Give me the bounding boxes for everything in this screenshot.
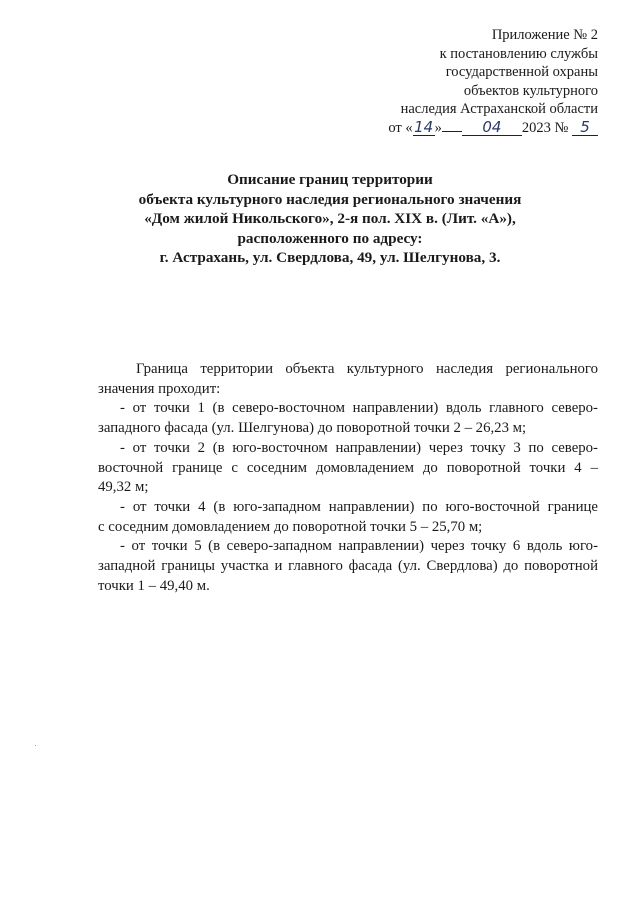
appendix-date-line bbox=[388, 119, 598, 138]
document-title bbox=[60, 170, 600, 268]
handwritten-number: 5 bbox=[572, 120, 598, 136]
paragraph-line: 49,32 м; bbox=[98, 479, 149, 496]
scan-speck bbox=[35, 745, 36, 746]
date-quote-close: » bbox=[434, 119, 442, 136]
title-line-4: расположенного по адресу: bbox=[237, 229, 423, 247]
paragraph-line: западной границы участка и главного фасада (ул. Свердлова) до поворотной bbox=[98, 558, 598, 575]
document-body bbox=[98, 360, 598, 596]
paragraph-point-1 bbox=[98, 399, 598, 438]
handwritten-month: 04 bbox=[462, 120, 522, 136]
paragraph-line: Граница территории объекта культурного наследия регионального bbox=[136, 361, 598, 377]
appendix-line-5: наследия Астраханской области bbox=[400, 101, 598, 118]
paragraph-intro bbox=[98, 360, 598, 399]
handwritten-day: 14 bbox=[414, 117, 434, 136]
paragraph-line: - от точки 1 (в северо-восточном направлении) вдоль главного северо- bbox=[120, 400, 598, 417]
appendix-line-4: объектов культурного bbox=[463, 82, 598, 99]
appendix-line-3: государственной охраны bbox=[445, 64, 598, 81]
paragraph-line: значения проходит: bbox=[98, 380, 221, 397]
title-line-3: «Дом жилой Никольского», 2-я пол. XIX в. (Лит. «А»), bbox=[144, 210, 516, 228]
appendix-header bbox=[388, 26, 598, 138]
date-blank bbox=[442, 131, 462, 132]
paragraph-line: точки 1 – 49,40 м. bbox=[98, 577, 210, 594]
appendix-line-2: к постановлению службы bbox=[439, 45, 598, 62]
paragraph-point-4 bbox=[98, 498, 598, 537]
paragraph-line: западного фасада (ул. Шелгунова) до поворотной точки 2 – 26,23 м; bbox=[98, 420, 527, 437]
paragraph-point-2 bbox=[98, 439, 598, 498]
appendix-line-1: Приложение № 2 bbox=[491, 27, 598, 43]
title-line-2: объекта культурного наследия регионального значения bbox=[138, 190, 522, 208]
date-prefix: от « bbox=[388, 119, 413, 136]
paragraph-line: - от точки 5 (в северо-западном направлении) через точку 6 вдоль юго- bbox=[120, 538, 598, 555]
paragraph-line: - от точки 2 (в юго-восточном направлении) через точку 3 по северо- bbox=[120, 439, 598, 456]
paragraph-line: - от точки 4 (в юго-западном направлении) по юго-восточной границе bbox=[120, 498, 598, 515]
paragraph-line: с соседним домовладением до поворотной точки 5 – 25,70 м; bbox=[98, 518, 483, 535]
paragraph-line: восточной границе с соседним домовладением до поворотной точки 4 – bbox=[98, 459, 598, 476]
paragraph-point-5 bbox=[98, 537, 598, 596]
title-line-5: г. Астрахань, ул. Свердлова, 49, ул. Шелгунова, 3. bbox=[159, 249, 501, 267]
title-line-1: Описание границ территории bbox=[227, 171, 433, 188]
date-year-number-label: 2023 № bbox=[521, 119, 569, 136]
